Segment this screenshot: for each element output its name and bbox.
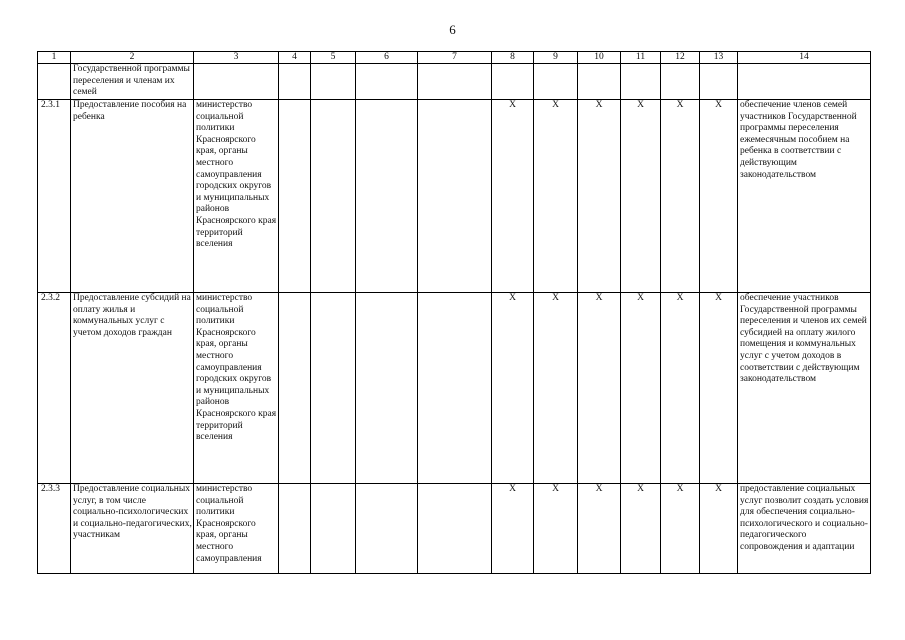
executor: министерство социальной политики Красноярского края, органы местного самоуправления	[194, 484, 279, 574]
mark: Х	[578, 100, 621, 293]
measure-title: Предоставление социальных услуг, в том числе социально-психологических и социально-педагогических, участникам	[71, 484, 194, 574]
column-number: 8	[492, 52, 534, 64]
continuation-row	[38, 64, 871, 100]
page-number: 6	[449, 22, 456, 37]
mark: Х	[661, 100, 700, 293]
table-row	[38, 293, 871, 484]
table-row	[38, 484, 871, 574]
column-number: 6	[356, 52, 418, 64]
mark: Х	[700, 484, 738, 574]
mark: Х	[621, 100, 661, 293]
mark: Х	[492, 100, 534, 293]
header-row	[38, 52, 871, 64]
mark: Х	[700, 100, 738, 293]
column-number: 3	[194, 52, 279, 64]
mark: Х	[700, 293, 738, 484]
mark: Х	[492, 484, 534, 574]
column-number: 13	[700, 52, 738, 64]
mark: Х	[492, 293, 534, 484]
executor: министерство социальной политики Красноярского края, органы местного самоуправления городских округов и муниципальных районов Красноярского края территорий вселения	[194, 293, 279, 484]
row-number: 2.3.3	[38, 484, 71, 574]
mark: Х	[534, 100, 578, 293]
column-number: 9	[534, 52, 578, 64]
measure-title: Предоставление пособия на ребенка	[71, 100, 194, 293]
column-number: 11	[621, 52, 661, 64]
expected-result: обеспечение участников Государственной программы переселения и членов их семей субсидией на оплату жилого помещения и коммунальных услуг с учетом доходов в соответствии с действующим законодательством	[738, 293, 871, 484]
column-number: 14	[738, 52, 871, 64]
mark: Х	[534, 484, 578, 574]
column-number: 2	[71, 52, 194, 64]
mark: Х	[578, 484, 621, 574]
mark: Х	[661, 484, 700, 574]
mark: Х	[621, 293, 661, 484]
expected-result: предоставление социальных услуг позволит создать условия для обеспечения социально-психологического и социально-педагогического сопровождения и адаптации	[738, 484, 871, 574]
mark: Х	[661, 293, 700, 484]
row-number: 2.3.1	[38, 100, 71, 293]
mark: Х	[621, 484, 661, 574]
column-number: 4	[279, 52, 311, 64]
mark: Х	[534, 293, 578, 484]
column-number: 12	[661, 52, 700, 64]
executor: министерство социальной политики Красноярского края, органы местного самоуправления городских округов и муниципальных районов Красноярского края территорий вселения	[194, 100, 279, 293]
continuation-text: Государственной программы переселения и членам их семей	[71, 64, 194, 100]
expected-result: обеспечение членов семей участников Государственной программы переселения ежемесячным пособием на ребенка в соответствии с действующим законодательством	[738, 100, 871, 293]
mark: Х	[578, 293, 621, 484]
column-number: 10	[578, 52, 621, 64]
measure-title: Предоставление субсидий на оплату жилья и коммунальных услуг с учетом доходов граждан	[71, 293, 194, 484]
column-number: 7	[418, 52, 492, 64]
table-row	[38, 100, 871, 293]
column-number: 1	[38, 52, 71, 64]
column-number: 5	[311, 52, 356, 64]
row-number: 2.3.2	[38, 293, 71, 484]
measures-table	[37, 51, 871, 574]
